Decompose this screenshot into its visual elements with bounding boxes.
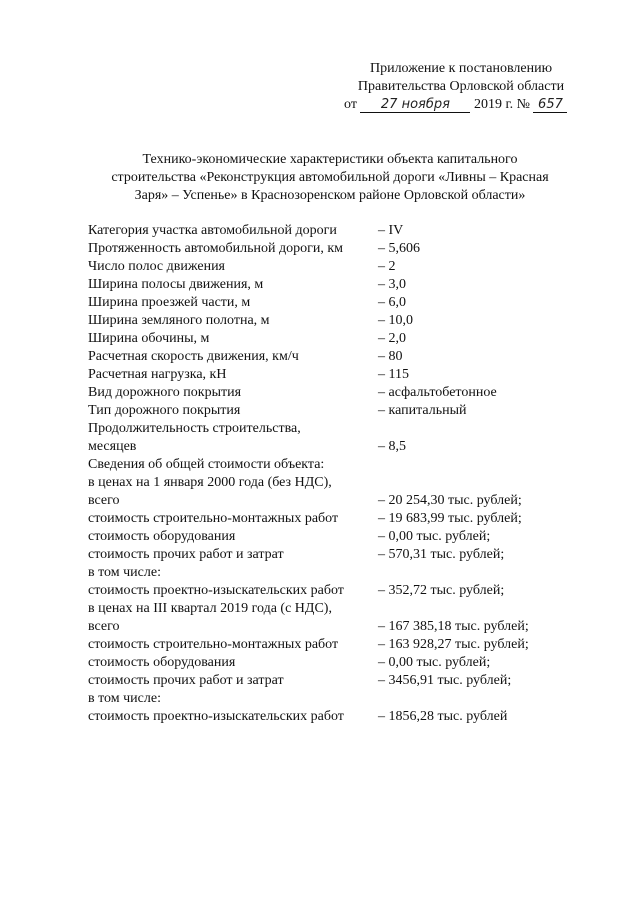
spec-label: стоимость прочих работ и затрат: [88, 673, 284, 688]
spec-value: – 10,0: [378, 313, 413, 328]
spec-row: [88, 222, 568, 240]
spec-row: [88, 420, 568, 438]
spec-label: Категория участка автомобильной дороги: [88, 223, 337, 238]
spec-label: Расчетная скорость движения, км/ч: [88, 349, 299, 364]
spec-label: Число полос движения: [88, 259, 225, 274]
spec-value: – 6,0: [378, 295, 406, 310]
spec-value: – 163 928,27 тыс. рублей;: [378, 637, 529, 652]
spec-row: [88, 348, 568, 366]
spec-value: – 2,0: [378, 331, 406, 346]
spec-label: Протяженность автомобильной дороги, км: [88, 241, 344, 256]
spec-value: – капитальный: [378, 403, 467, 418]
spec-label: стоимость прочих работ и затрат: [88, 547, 284, 562]
spec-label: в том числе:: [88, 565, 161, 580]
spec-label: Ширина полосы движения, м: [88, 277, 264, 292]
spec-row: [88, 654, 568, 672]
spec-row: [88, 672, 568, 690]
spec-label: стоимость строительно-монтажных работ: [88, 511, 339, 526]
spec-row: [88, 474, 568, 492]
spec-label: Расчетная нагрузка, кН: [88, 367, 227, 382]
spec-row: [88, 582, 568, 600]
document-title: [110, 151, 550, 205]
spec-label: Продолжительность строительства,: [88, 421, 301, 436]
spec-value: – 0,00 тыс. рублей;: [378, 529, 491, 544]
spec-label: месяцев: [88, 439, 137, 454]
spec-label: в том числе:: [88, 691, 161, 706]
spec-row: [88, 618, 568, 636]
spec-row: [88, 510, 568, 528]
spec-label: стоимость проектно-изыскательских работ: [88, 709, 344, 724]
spec-row: [88, 240, 568, 258]
spec-value: – 3456,91 тыс. рублей;: [378, 673, 512, 688]
spec-value: – 0,00 тыс. рублей;: [378, 655, 491, 670]
spec-value: – 115: [378, 367, 409, 382]
spec-label: всего: [88, 493, 120, 508]
spec-label: Сведения об общей стоимости объекта:: [88, 457, 325, 472]
title-line-3: Заря» – Успенье» в Краснозоренском районе Орловской области»: [134, 188, 526, 203]
spec-value: – 20 254,30 тыс. рублей;: [378, 493, 522, 508]
title-line-2: строительства «Реконструкция автомобильной дороги «Ливны – Красная: [111, 170, 549, 185]
spec-label: в ценах на III квартал 2019 года (с НДС),: [88, 601, 332, 616]
spec-value: – 1856,28 тыс. рублей: [378, 709, 508, 724]
spec-label: Вид дорожного покрытия: [88, 385, 242, 400]
spec-value: – 80: [378, 349, 403, 364]
year-number-label: 2019 г. №: [473, 97, 530, 112]
spec-row: [88, 312, 568, 330]
spec-row: [88, 258, 568, 276]
spec-label: Ширина земляного полотна, м: [88, 313, 270, 328]
header-line-2: Правительства Орловской области: [357, 79, 565, 94]
header-line-1: Приложение к постановлению: [369, 61, 553, 76]
appendix-header: [330, 60, 592, 114]
spec-row: [88, 600, 568, 618]
spec-row: [88, 528, 568, 546]
spec-label: стоимость оборудования: [88, 655, 236, 670]
spec-row: [88, 438, 568, 456]
specifications-list: [88, 222, 568, 726]
spec-label: Ширина обочины, м: [88, 331, 210, 346]
spec-value: – IV: [378, 223, 404, 238]
spec-row: [88, 690, 568, 708]
spec-row: [88, 330, 568, 348]
spec-value: – 570,31 тыс. рублей;: [378, 547, 505, 562]
from-label: от: [344, 97, 357, 112]
spec-value: – асфальтобетонное: [378, 385, 497, 400]
spec-label: стоимость проектно-изыскательских работ: [88, 583, 344, 598]
spec-label: Тип дорожного покрытия: [88, 403, 241, 418]
spec-row: [88, 546, 568, 564]
spec-label: всего: [88, 619, 120, 634]
spec-value: – 2: [378, 259, 396, 274]
spec-value: – 3,0: [378, 277, 406, 292]
header-line-3: [330, 96, 592, 114]
spec-label: в ценах на 1 января 2000 года (без НДС),: [88, 475, 332, 490]
handwritten-date: 27 ноября: [360, 98, 470, 113]
spec-row: [88, 366, 568, 384]
spec-value: – 352,72 тыс. рублей;: [378, 583, 505, 598]
spec-row: [88, 492, 568, 510]
spec-value: – 167 385,18 тыс. рублей;: [378, 619, 529, 634]
spec-value: – 8,5: [378, 439, 406, 454]
spec-row: [88, 384, 568, 402]
spec-row: [88, 402, 568, 420]
handwritten-number: 657: [533, 98, 567, 113]
spec-row: [88, 564, 568, 582]
spec-row: [88, 636, 568, 654]
spec-row: [88, 456, 568, 474]
spec-row: [88, 708, 568, 726]
spec-label: Ширина проезжей части, м: [88, 295, 251, 310]
spec-value: – 5,606: [378, 241, 420, 256]
spec-row: [88, 276, 568, 294]
spec-value: – 19 683,99 тыс. рублей;: [378, 511, 522, 526]
spec-row: [88, 294, 568, 312]
spec-label: стоимость строительно-монтажных работ: [88, 637, 339, 652]
title-line-1: Технико-экономические характеристики объекта капитального: [142, 152, 518, 167]
spec-label: стоимость оборудования: [88, 529, 236, 544]
